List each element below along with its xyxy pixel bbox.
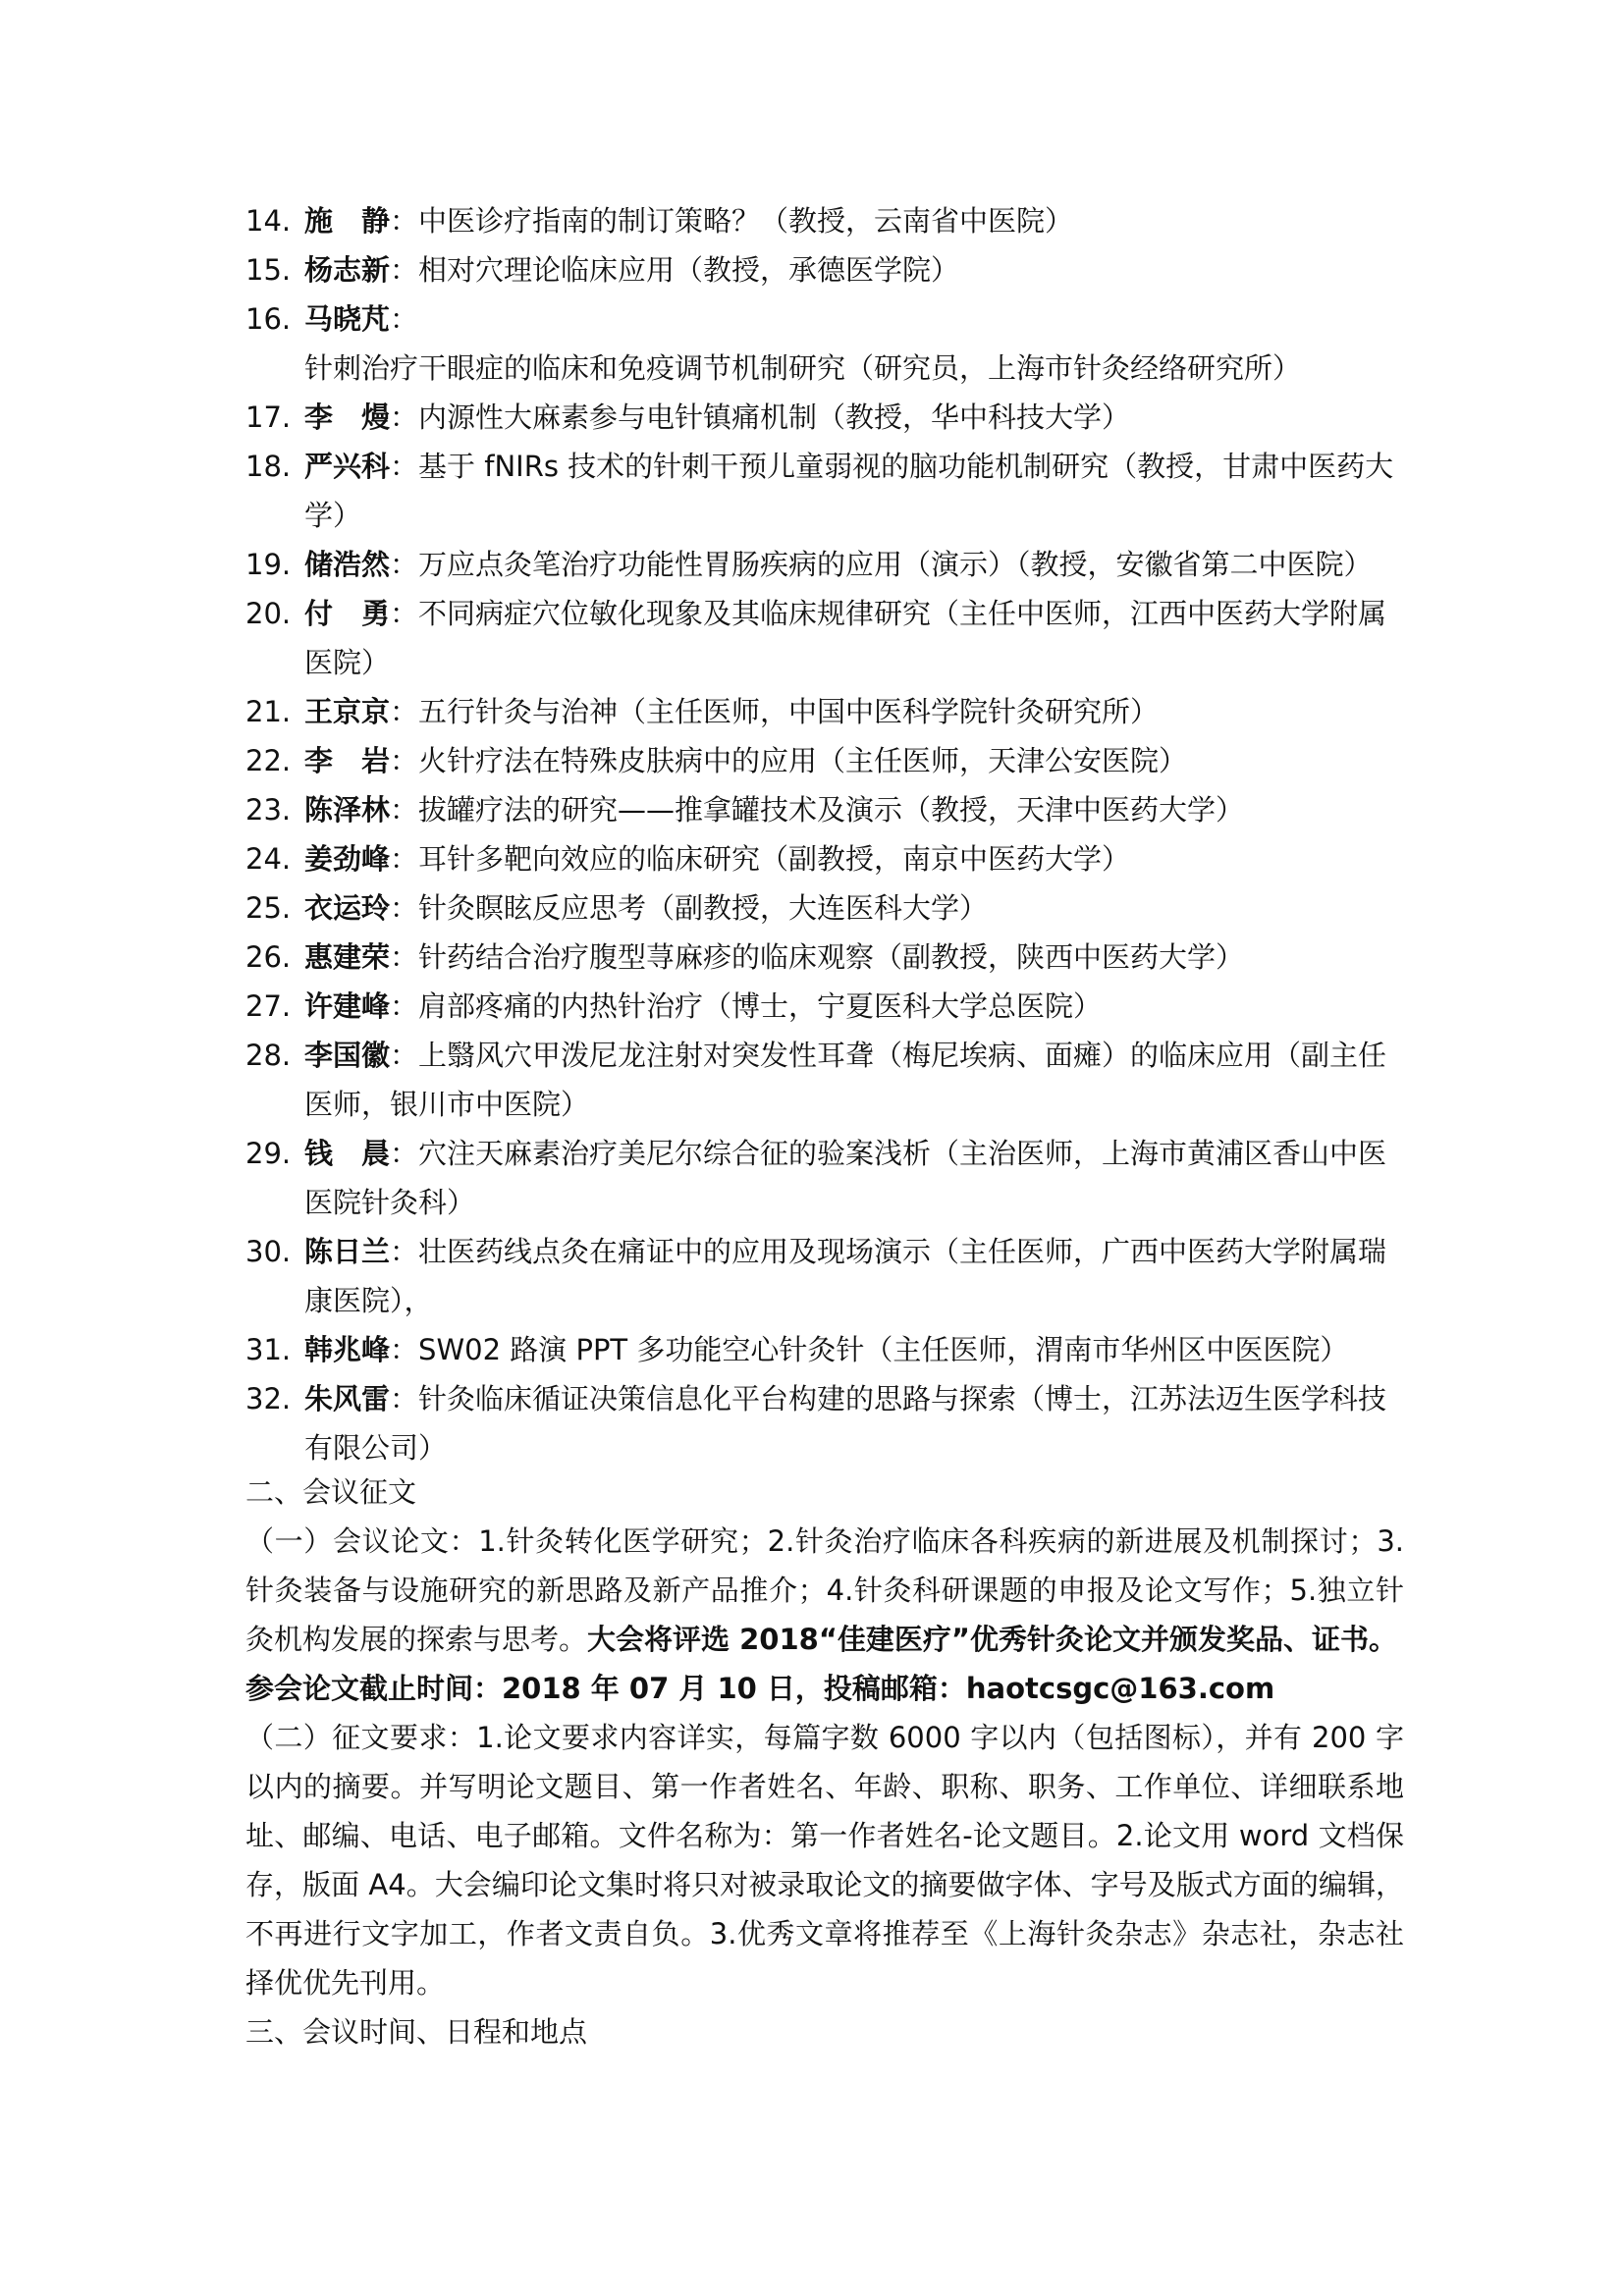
speaker-topic: 内源性大麻素参与电针镇痛机制（教授，华中科技大学） bbox=[418, 400, 1131, 434]
speaker-name: 杨志新 bbox=[304, 253, 391, 287]
speaker-topic: 肩部疼痛的内热针治疗（博士，宁夏医科大学总医院） bbox=[418, 989, 1103, 1023]
speaker-item bbox=[245, 1129, 1404, 1227]
item-body bbox=[304, 736, 1404, 785]
name-separator: ： bbox=[390, 940, 419, 974]
item-number: 26. bbox=[245, 940, 292, 974]
item-body bbox=[304, 589, 1404, 687]
name-separator: ： bbox=[390, 1382, 419, 1415]
item-number: 19. bbox=[245, 548, 292, 581]
name-separator: ： bbox=[390, 548, 419, 581]
item-number: 16. bbox=[245, 302, 292, 336]
item-number: 24. bbox=[245, 842, 292, 876]
speaker-topic: 五行针灸与治神（主任医师，中国中医科学院针灸研究所） bbox=[418, 695, 1160, 728]
item-number: 17. bbox=[245, 400, 292, 434]
item-body bbox=[304, 1325, 1404, 1374]
name-separator: ： bbox=[390, 891, 419, 925]
name-separator: ： bbox=[390, 400, 419, 434]
item-number: 22. bbox=[245, 744, 292, 777]
speaker-item bbox=[245, 1031, 1404, 1129]
speaker-item bbox=[245, 1374, 1404, 1472]
name-separator: ： bbox=[390, 1235, 419, 1268]
name-separator: ： bbox=[390, 1333, 419, 1366]
speaker-topic: 万应点灸笔治疗功能性胃肠疾病的应用（演示）（教授，安徽省第二中医院） bbox=[418, 548, 1373, 581]
speaker-name: 付 勇 bbox=[304, 597, 391, 630]
speaker-topic: 拔罐疗法的研究——推拿罐技术及演示（教授，天津中医药大学） bbox=[418, 793, 1245, 827]
paragraph-label: （二）征文要求： bbox=[245, 1721, 477, 1754]
speaker-item bbox=[245, 736, 1404, 785]
name-separator: ： bbox=[390, 1039, 419, 1072]
speaker-item bbox=[245, 196, 1404, 245]
speaker-item bbox=[245, 982, 1404, 1031]
speaker-topic: 上翳风穴甲泼尼龙注射对突发性耳聋（梅尼埃病、面瘫）的临床应用（副主任医师，银川市中医院） bbox=[304, 1039, 1387, 1121]
name-separator: ： bbox=[390, 842, 419, 876]
item-body bbox=[304, 196, 1404, 245]
paragraph-label: （一）会议论文： bbox=[245, 1524, 479, 1558]
speaker-item bbox=[245, 245, 1404, 294]
name-separator: ： bbox=[390, 302, 419, 336]
item-body bbox=[304, 834, 1404, 883]
speaker-name: 王京京 bbox=[304, 695, 391, 728]
item-number: 27. bbox=[245, 989, 292, 1023]
name-separator: ： bbox=[390, 450, 419, 483]
speaker-item bbox=[245, 687, 1404, 736]
speaker-name: 李 熳 bbox=[304, 400, 391, 434]
speaker-name: 朱风雷 bbox=[304, 1382, 391, 1415]
item-number: 29. bbox=[245, 1137, 292, 1170]
name-separator: ： bbox=[390, 744, 419, 777]
item-body bbox=[304, 982, 1404, 1031]
speaker-name: 严兴科 bbox=[304, 450, 391, 483]
speaker-name: 陈泽林 bbox=[304, 793, 391, 827]
name-separator: ： bbox=[390, 695, 419, 728]
speaker-name: 姜劲峰 bbox=[304, 842, 391, 876]
section-heading: 二、会议征文 bbox=[245, 1475, 417, 1509]
speaker-item bbox=[245, 933, 1404, 982]
speaker-item bbox=[245, 1325, 1404, 1374]
speaker-item bbox=[245, 883, 1404, 933]
speaker-name: 许建峰 bbox=[304, 989, 391, 1023]
item-number: 31. bbox=[245, 1333, 292, 1366]
speaker-topic: 火针疗法在特殊皮肤病中的应用（主任医师，天津公安医院） bbox=[418, 744, 1188, 777]
speaker-topic: 针灸瞑眩反应思考（副教授，大连医科大学） bbox=[418, 891, 989, 925]
paragraph-paper-requirements bbox=[245, 1713, 1404, 2007]
item-number: 15. bbox=[245, 253, 292, 287]
speaker-name: 钱 晨 bbox=[304, 1137, 391, 1170]
speaker-name: 韩兆峰 bbox=[304, 1333, 391, 1366]
paragraph-paper-topics bbox=[245, 1517, 1404, 1713]
speaker-topic: 针药结合治疗腹型荨麻疹的临床观察（副教授，陕西中医药大学） bbox=[418, 940, 1245, 974]
speaker-topic: 壮医药线点灸在痛证中的应用及现场演示（主任医师，广西中医药大学附属瑞康医院）， bbox=[304, 1235, 1387, 1317]
speaker-name: 施 静 bbox=[304, 204, 391, 238]
speaker-topic: 耳针多靶向效应的临床研究（副教授，南京中医药大学） bbox=[418, 842, 1131, 876]
speaker-item bbox=[245, 1227, 1404, 1325]
speaker-topic: 基于 fNIRs 技术的针刺干预儿童弱视的脑功能机制研究（教授，甘肃中医药大学） bbox=[304, 450, 1394, 532]
speaker-name: 储浩然 bbox=[304, 548, 391, 581]
paragraph-text: 1.针灸转化医学研究；2.针灸治疗临床各科疾病的新进展及机制探讨；3.针灸装备与设施研究的新思路及新产品推介；4.针灸科研课题的申报及论文写作；5.独立针灸机构发展的探索与思考。 bbox=[245, 1524, 1404, 1656]
speaker-name: 衣运玲 bbox=[304, 891, 391, 925]
item-body bbox=[304, 442, 1404, 540]
speaker-topic: 中医诊疗指南的制订策略？（教授，云南省中医院） bbox=[418, 204, 1074, 238]
item-body bbox=[304, 1129, 1404, 1227]
speaker-topic: 相对穴理论临床应用（教授，承德医学院） bbox=[418, 253, 960, 287]
item-body bbox=[304, 393, 1404, 442]
item-body bbox=[304, 933, 1404, 982]
speaker-item bbox=[245, 442, 1404, 540]
speaker-item bbox=[245, 294, 1404, 393]
speaker-topic: 针刺治疗干眼症的临床和免疫调节机制研究（研究员，上海市针灸经络研究所） bbox=[304, 351, 1302, 385]
speaker-name: 李 岩 bbox=[304, 744, 391, 777]
speaker-name: 惠建荣 bbox=[304, 940, 391, 974]
speaker-item bbox=[245, 393, 1404, 442]
name-separator: ： bbox=[390, 204, 419, 238]
item-number: 21. bbox=[245, 695, 292, 728]
section-call-for-papers bbox=[245, 1468, 1404, 2056]
item-number: 20. bbox=[245, 597, 292, 630]
item-body bbox=[304, 785, 1404, 834]
speaker-item bbox=[245, 834, 1404, 883]
speaker-item bbox=[245, 589, 1404, 687]
speaker-topic: 穴注天麻素治疗美尼尔综合征的验案浅析（主治医师，上海市黄浦区香山中医医院针灸科） bbox=[304, 1137, 1387, 1219]
speaker-topic: 不同病症穴位敏化现象及其临床规律研究（主任中医师，江西中医药大学附属医院） bbox=[304, 597, 1387, 679]
name-separator: ： bbox=[390, 989, 419, 1023]
name-separator: ： bbox=[390, 793, 419, 827]
speaker-name: 李国徽 bbox=[304, 1039, 391, 1072]
item-number: 23. bbox=[245, 793, 292, 827]
item-number: 28. bbox=[245, 1039, 292, 1072]
speaker-topic: 针灸临床循证决策信息化平台构建的思路与探索（博士，江苏法迈生医学科技有限公司） bbox=[304, 1382, 1387, 1465]
name-separator: ： bbox=[390, 1137, 419, 1170]
item-body bbox=[304, 687, 1404, 736]
name-separator: ： bbox=[390, 597, 419, 630]
item-number: 32. bbox=[245, 1382, 292, 1415]
item-body bbox=[304, 540, 1404, 589]
award-note: 大会将评选 2018“佳建医疗”优秀针灸论文并颁发奖品、证书。 bbox=[587, 1623, 1397, 1656]
speaker-item bbox=[245, 785, 1404, 834]
speaker-name: 马晓芃 bbox=[304, 302, 391, 336]
section-heading: 三、会议时间、日程和地点 bbox=[245, 2015, 588, 2049]
speaker-topic: SW02 路演 PPT 多功能空心针灸针（主任医师，渭南市华州区中医医院） bbox=[418, 1333, 1349, 1366]
item-number: 25. bbox=[245, 891, 292, 925]
speaker-list bbox=[245, 196, 1404, 1472]
item-number: 18. bbox=[245, 450, 292, 483]
name-separator: ： bbox=[390, 253, 419, 287]
paragraph-text: 1.论文要求内容详实，每篇字数 6000 字以内（包括图标），并有 200 字以内的摘要。并写明论文题目、第一作者姓名、年龄、职称、职务、工作单位、详细联系地址、邮编、电话、电子邮箱。文件名称为：第一作者姓名-论文题目。2.论文用 word 文档保存，版面 A4。大会编印论文集时将只对被录取论文的摘要做字体、字号及版式方面的编辑，不再进行文字加工，作者文责自负。3.优秀文章将推荐至《上海针灸杂志》杂志社，杂志社择优优先刊用。 bbox=[245, 1721, 1404, 2000]
speaker-item bbox=[245, 540, 1404, 589]
item-body bbox=[304, 883, 1404, 933]
item-body bbox=[304, 245, 1404, 294]
item-body bbox=[304, 1227, 1404, 1325]
item-number: 14. bbox=[245, 204, 292, 238]
item-body bbox=[304, 1031, 1404, 1129]
item-number: 30. bbox=[245, 1235, 292, 1268]
deadline-email: 参会论文截止时间：2018 年 07 月 10 日，投稿邮箱：haotcsgc@163.com bbox=[245, 1672, 1275, 1705]
speaker-name: 陈日兰 bbox=[304, 1235, 391, 1268]
item-body bbox=[304, 294, 1404, 393]
item-body bbox=[304, 1374, 1404, 1472]
